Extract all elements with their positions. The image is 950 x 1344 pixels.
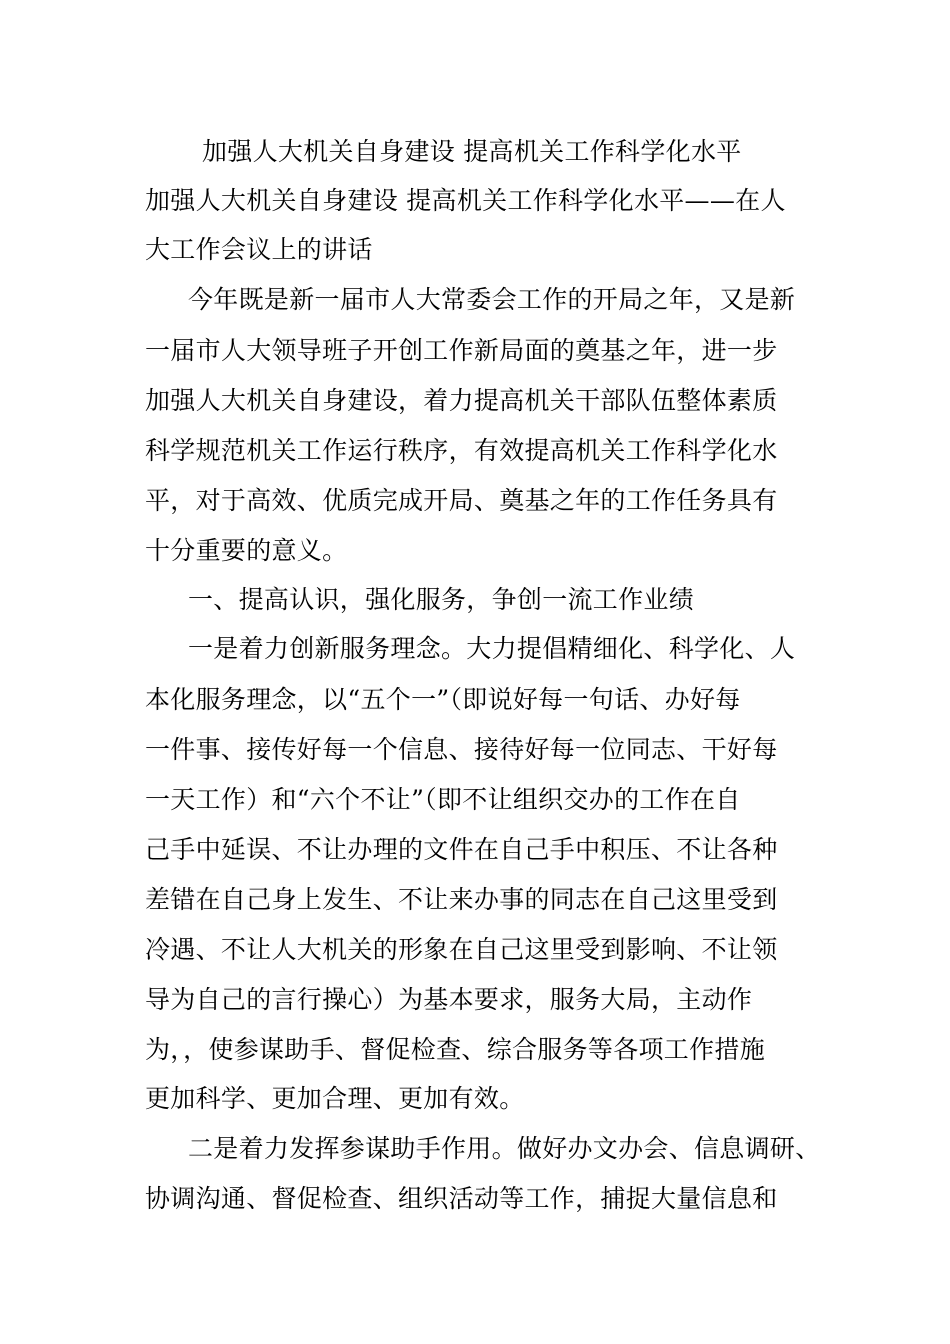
section-heading-1: 一、提高认识，强化服务，争创一流工作业绩 [188,585,695,614]
paragraph-intro-line-4: 科学规范机关工作运行秩序，有效提高机关工作科学化水 [145,436,778,465]
paragraph-1-line-3: 一件事、接传好每一个信息、接待好每一位同志、干好每 [145,735,778,764]
paragraph-intro-line-3: 加强人大机关自身建设，着力提高机关干部队伍整体素质 [145,386,778,415]
paragraph-1-line-2: 本化服务理念，以“五个一”（即说好每一句话、办好每 [145,685,741,714]
paragraph-intro-line-2: 一届市人大领导班子开创工作新局面的奠基之年，进一步 [145,336,778,365]
document-title: 加强人大机关自身建设 提高机关工作科学化水平 [202,137,742,166]
subtitle-line-1: 加强人大机关自身建设 提高机关工作科学化水平——在人 [145,186,786,215]
paragraph-intro-line-1: 今年既是新一届市人大常委会工作的开局之年，又是新 [188,285,796,314]
subtitle-line-2: 大工作会议上的讲话 [145,235,373,264]
paragraph-1-line-10: 更加科学、更加合理、更加有效。 [145,1084,525,1113]
paragraph-intro-line-5: 平，对于高效、优质完成开局、奠基之年的工作任务具有 [145,486,778,515]
paragraph-2-line-1: 二是着力发挥参谋助手作用。做好办文办会、信息调研、 [188,1134,821,1163]
paragraph-1-line-7: 冷遇、不让人大机关的形象在自己这里受到影响、不让领 [145,935,778,964]
paragraph-1-line-8: 导为自己的言行操心）为基本要求，服务大局，主动作 [145,985,753,1014]
paragraph-2-line-2: 协调沟通、督促检查、组织活动等工作，捕捉大量信息和 [145,1184,778,1213]
paragraph-intro-line-6: 十分重要的意义。 [145,536,348,565]
paragraph-1-line-5: 己手中延误、不让办理的文件在自己手中积压、不让各种 [145,835,778,864]
paragraph-1-line-1: 一是着力创新服务理念。大力提倡精细化、科学化、人 [188,634,796,663]
paragraph-1-line-9: 为，，使参谋助手、督促检查、综合服务等各项工作措施 [145,1035,766,1064]
paragraph-1-line-4: 一天工作）和“六个不让”（即不让组织交办的工作在自 [145,785,741,814]
paragraph-1-line-6: 差错在自己身上发生、不让来办事的同志在自己这里受到 [145,885,778,914]
